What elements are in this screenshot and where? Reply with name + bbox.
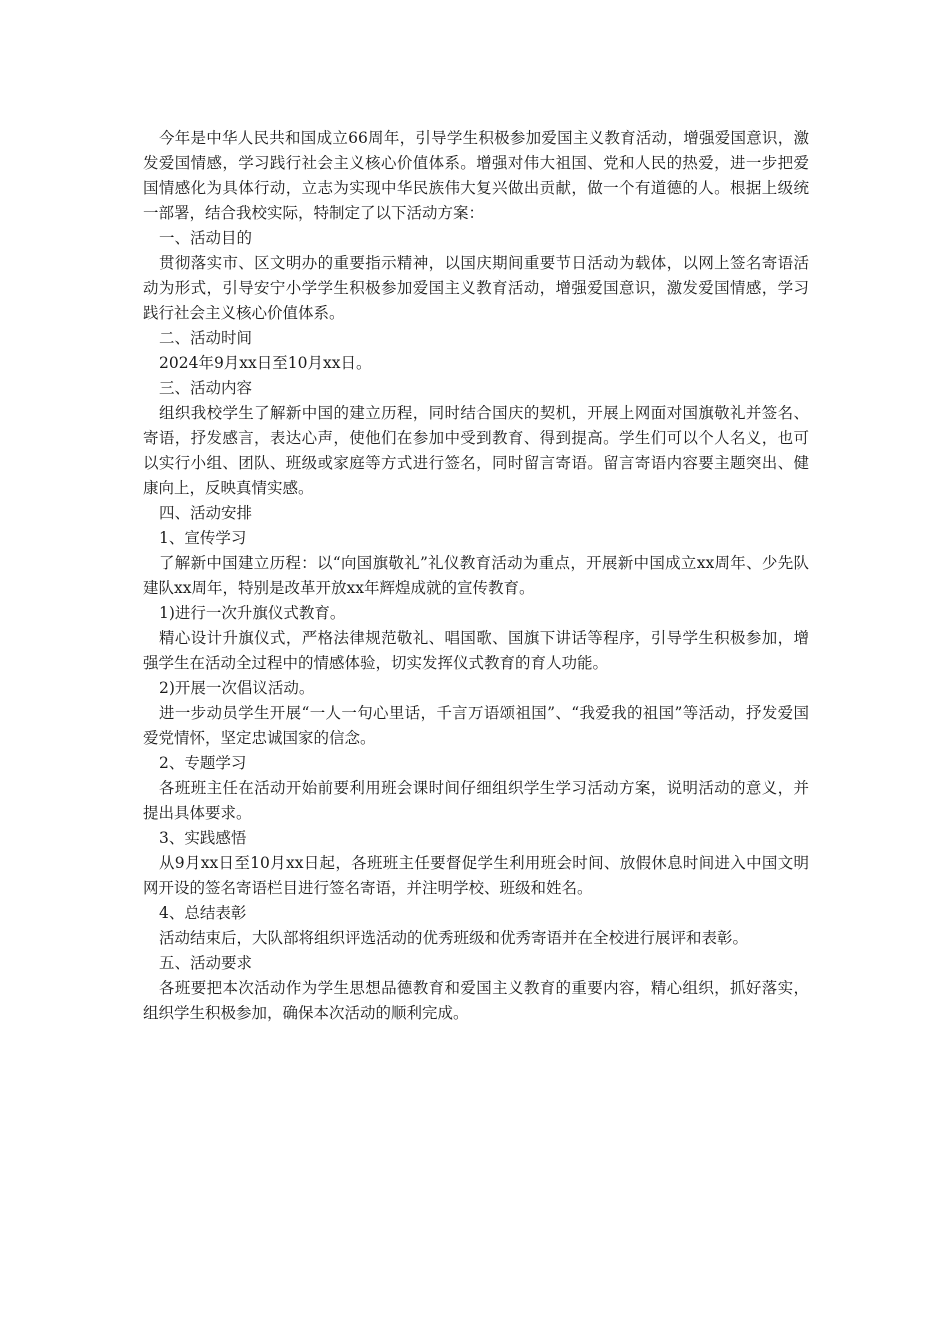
summary-paragraph: 活动结束后，大队部将组织评选活动的优秀班级和优秀寄语并在全校进行展评和表彰。 [159,929,749,947]
flag-ceremony-paragraph: 精心设计升旗仪式，严格法律规范敬礼、唱国歌、国旗下讲话等程序，引导学生积极参加，增强学生在活动全过程中的情感体验，切实发挥仪式教育的育人功能。 [143,629,809,672]
intro-paragraph: 今年是中华人民共和国成立66周年，引导学生积极参加爱国主义教育活动，增强爱国意识，激发爱国情感，学习践行社会主义核心价值体系。增强对伟大祖国、党和人民的热爱，进一步把爱国情感化为具体行动，立志为实现中华民族伟大复兴做出贡献，做一个有道德的人。根据上级统一部署，结合我校实际，特制定了以下活动方案： [143,129,809,222]
study-paragraph: 各班班主任在活动开始前要利用班会课时间仔细组织学生学习活动方案，说明活动的意义，并提出具体要求。 [143,779,809,822]
section-heading-purpose: 一、活动目的 [159,229,253,247]
purpose-paragraph: 贯彻落实市、区文明办的重要指示精神，以国庆期间重要节日活动为载体，以网上签名寄语活动为形式，引导安宁小学学生积极参加爱国主义教育活动，增强爱国意识，激发爱国情感，学习践行社会主义核心价值体系。 [143,254,809,322]
section-heading-time: 二、活动时间 [159,329,253,347]
time-paragraph: 2024年9月xx日至10月xx日。 [159,354,372,372]
section-heading-requirements: 五、活动要求 [159,954,253,972]
content-paragraph: 组织我校学生了解新中国的建立历程，同时结合国庆的契机，开展上网面对国旗敬礼并签名、寄语，抒发感言，表达心声，使他们在参加中受到教育、得到提高。学生们可以个人名义，也可以实行小组、团队、班级或家庭等方式进行签名，同时留言寄语。留言寄语内容要主题突出、健康向上，反映真情实感。 [143,404,809,497]
section-heading-content: 三、活动内容 [159,379,253,397]
subheading-summary: 4、总结表彰 [159,904,247,922]
document-body [143,126,809,1026]
initiative-paragraph: 进一步动员学生开展“一人一句心里话，千言万语颂祖国”、“我爱我的祖国”等活动，抒发爱国爱党情怀，坚定忠诚国家的信念。 [143,704,809,747]
subheading-study: 2、专题学习 [159,754,247,772]
subheading-practice: 3、实践感悟 [159,829,247,847]
section-heading-arrangement: 四、活动安排 [159,504,253,522]
subheading-publicity: 1、宣传学习 [159,529,247,547]
subheading-initiative: 2)开展一次倡议活动。 [159,679,315,697]
publicity-paragraph: 了解新中国建立历程：以“向国旗敬礼”礼仪教育活动为重点，开展新中国成立xx周年、少先队建队xx周年，特别是改革开放xx年辉煌成就的宣传教育。 [143,554,809,597]
subheading-flag-ceremony: 1)进行一次升旗仪式教育。 [159,604,346,622]
practice-paragraph: 从9月xx日至10月xx日起，各班班主任要督促学生利用班会时间、放假休息时间进入中国文明网开设的签名寄语栏目进行签名寄语，并注明学校、班级和姓名。 [143,854,809,897]
requirements-paragraph: 各班要把本次活动作为学生思想品德教育和爱国主义教育的重要内容，精心组织，抓好落实，组织学生积极参加，确保本次活动的顺利完成。 [143,979,809,1022]
